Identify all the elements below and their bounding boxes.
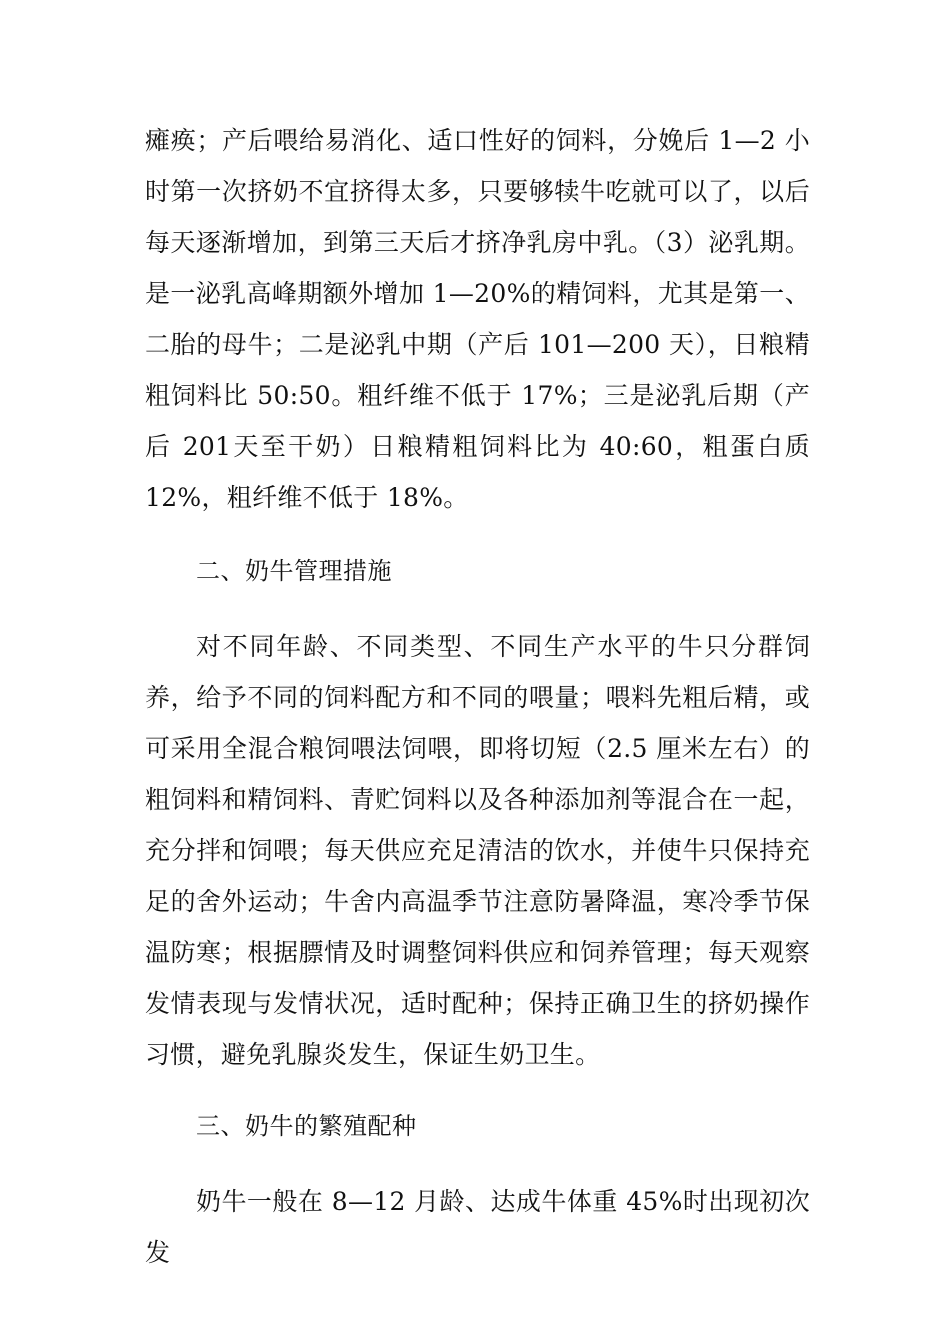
body-paragraph: 对不同年龄、不同类型、不同生产水平的牛只分群饲养，给予不同的饲料配方和不同的喂量；喂料先粗后精，或可采用全混合粮饲喂法饲喂，即将切短（2.5 厘米左右）的粗饲料和精饲料、青贮饲料以及各种添加剂等混合在一起，充分拌和饲喂；每天供应充足清洁的饮水，并使牛只保持充足的舍外运动；牛舍内高温季节注意防暑降温，寒冷季节保温防寒；根据膘情及时调整饲料供应和饲养管理；每天观察发情表现与发情状况，适时配种；保持正确卫生的挤奶操作习惯，避免乳腺炎发生，保证生奶卫生。 [145, 632, 810, 1069]
section-heading: 二、奶牛管理措施 [196, 557, 392, 585]
body-paragraph: 瘫痪；产后喂给易消化、适口性好的饲料，分娩后 1—2 小时第一次挤奶不宜挤得太多，只要够犊牛吃就可以了，以后每天逐渐增加，到第三天后才挤净乳房中乳。（3）泌乳期。是一泌乳高峰期额外增加 1—20%的精饲料，尤其是第一、二胎的母牛；二是泌乳中期（产后 101—200 天），日粮精粗饲料比 50:50。粗纤维不低于 17%；三是泌乳后期（产后 201天至干奶）日粮精粗饲料比为 40:60，粗蛋白质 12%，粗纤维不低于 18%。 [145, 126, 810, 512]
body-paragraph: 奶牛一般在 8—12 月龄、达成牛体重 45%时出现初次发 [145, 1187, 810, 1267]
section-heading: 三、奶牛的繁殖配种 [196, 1112, 417, 1140]
